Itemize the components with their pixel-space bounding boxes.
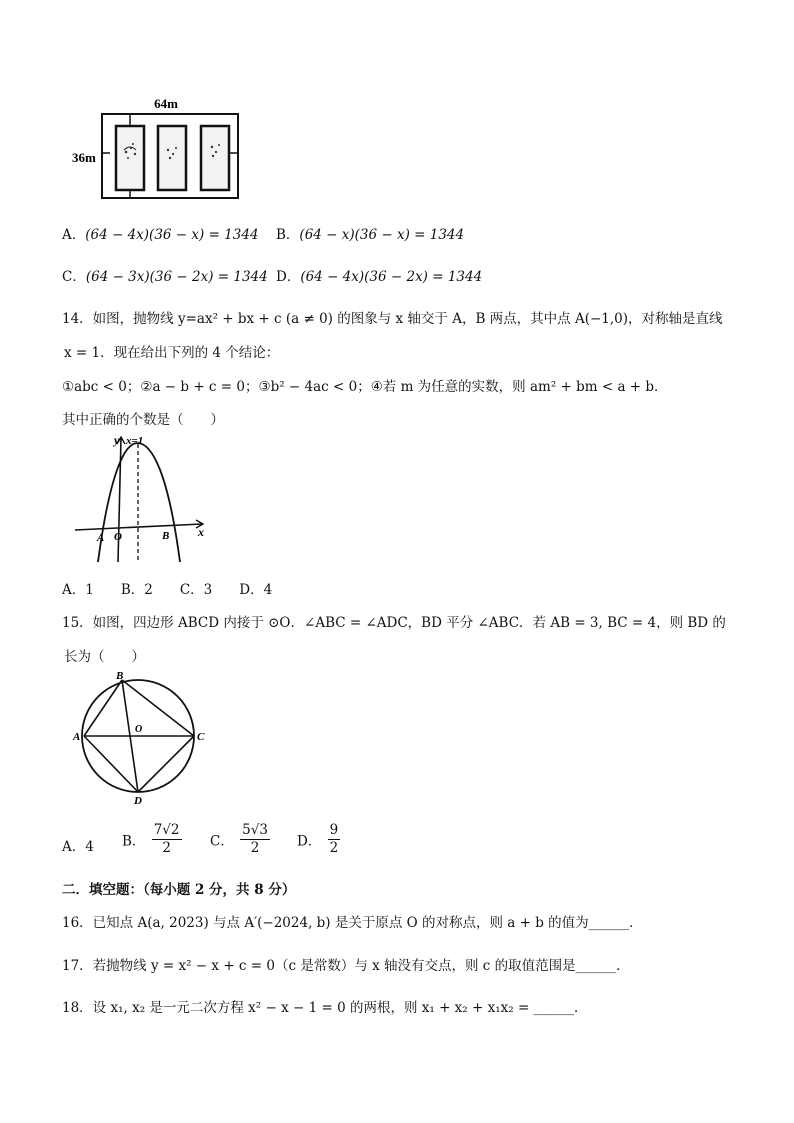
denominator: 2 [250, 840, 260, 856]
q13-option-c[interactable] [62, 265, 268, 285]
option-text: (64 − 4x)(36 − x) = 1344 [85, 227, 259, 243]
label-b: B [162, 530, 170, 542]
plot-2 [158, 126, 186, 190]
label-o: O [114, 531, 122, 543]
denominator: 2 [329, 840, 339, 856]
option-label: B． [276, 227, 300, 243]
q15-option-c[interactable] [210, 822, 272, 857]
option-label: B． [122, 833, 146, 850]
option-label: C． [210, 833, 234, 850]
option-text: (64 − 3x)(36 − 2x) = 1344 [85, 269, 268, 285]
fraction [328, 822, 341, 857]
plot-3 [201, 126, 229, 190]
q13-option-d[interactable] [276, 265, 482, 285]
label-a: A [97, 532, 105, 544]
label-a: A [73, 731, 81, 743]
q14-options[interactable]: A．1 B．2 C．3 D．4 [62, 582, 273, 598]
option-label: C． [62, 269, 86, 285]
q14-line-1: 14．如图，抛物线 y=ax² + bx + c (a ≠ 0) 的图象与 x 轴交于 A，B 两点，其中点 A(−1,0)，对称轴是直线 [62, 311, 723, 327]
denominator: 2 [162, 840, 171, 856]
option-text: (64 − 4x)(36 − 2x) = 1344 [300, 269, 483, 285]
q16-text: 16．已知点 A(a, 2023) 与点 A′(−2024, b) 是关于原点 O 的对称点，则 a + b 的值为______． [62, 915, 643, 931]
label-d: D [134, 795, 142, 806]
q18-text: 18．设 x₁, x₂ 是一元二次方程 x² − x − 1 = 0 的两根，则 x₁ + x₂ + x₁x₂ = ______． [62, 1000, 588, 1016]
option-label: D． [297, 833, 322, 850]
option-label: D． [276, 269, 301, 285]
segment-bc [122, 680, 194, 736]
fraction [152, 822, 182, 857]
q14-line-4: 其中正确的个数是（ ） [62, 412, 224, 428]
label-axis-x1: x=1 [126, 435, 144, 447]
q13-option-a[interactable] [62, 223, 259, 243]
garden-figure [60, 92, 250, 204]
label-x: x [198, 525, 204, 539]
label-y: y [114, 433, 120, 447]
numerator: 9 [329, 822, 339, 838]
option-label: A． [62, 227, 86, 243]
numerator: 7√2 [153, 822, 180, 838]
q15-line-1: 15．如图，四边形 ABCD 内接于 ⊙O．∠ABC = ∠ADC，BD 平分 ∠ABC．若 AB = 3, BC = 4，则 BD 的 [62, 615, 726, 631]
label-b: B [116, 670, 124, 682]
q15-option-d[interactable] [297, 822, 342, 857]
q17-text: 17．若抛物线 y = x² − x + c = 0（c 是常数）与 x 轴没有交点，则 c 的取值范围是______． [62, 958, 630, 974]
plot-1 [116, 126, 144, 190]
option-text: (64 − x)(36 − x) = 1344 [299, 227, 465, 243]
y-axis [118, 438, 121, 562]
q15-option-a[interactable]: A．4 [62, 839, 94, 855]
q13-option-b[interactable] [276, 223, 464, 243]
label-c: C [197, 731, 205, 743]
figure-height-label: 36m [72, 150, 96, 165]
parabola-curve [98, 443, 180, 562]
fraction [240, 822, 270, 857]
label-o: O [135, 724, 143, 735]
q15-line-2: 长为（ ） [64, 649, 145, 665]
numerator: 5√3 [242, 822, 268, 838]
figure-width-label: 64m [154, 96, 178, 111]
q14-line-2: x = 1．现在给出下列的 4 个结论： [64, 345, 280, 361]
q15-option-b[interactable] [122, 822, 184, 857]
circle-quadrilateral-figure [70, 670, 220, 806]
q14-line-3: ①abc < 0；②a − b + c = 0；③b² − 4ac < 0；④若 m 为任意的实数，则 am² + bm < a + b． [62, 379, 668, 395]
segment-da [84, 736, 138, 792]
section-2-title: 二．填空题：（每小题 2 分，共 8 分） [62, 882, 296, 898]
parabola-figure [70, 432, 220, 567]
